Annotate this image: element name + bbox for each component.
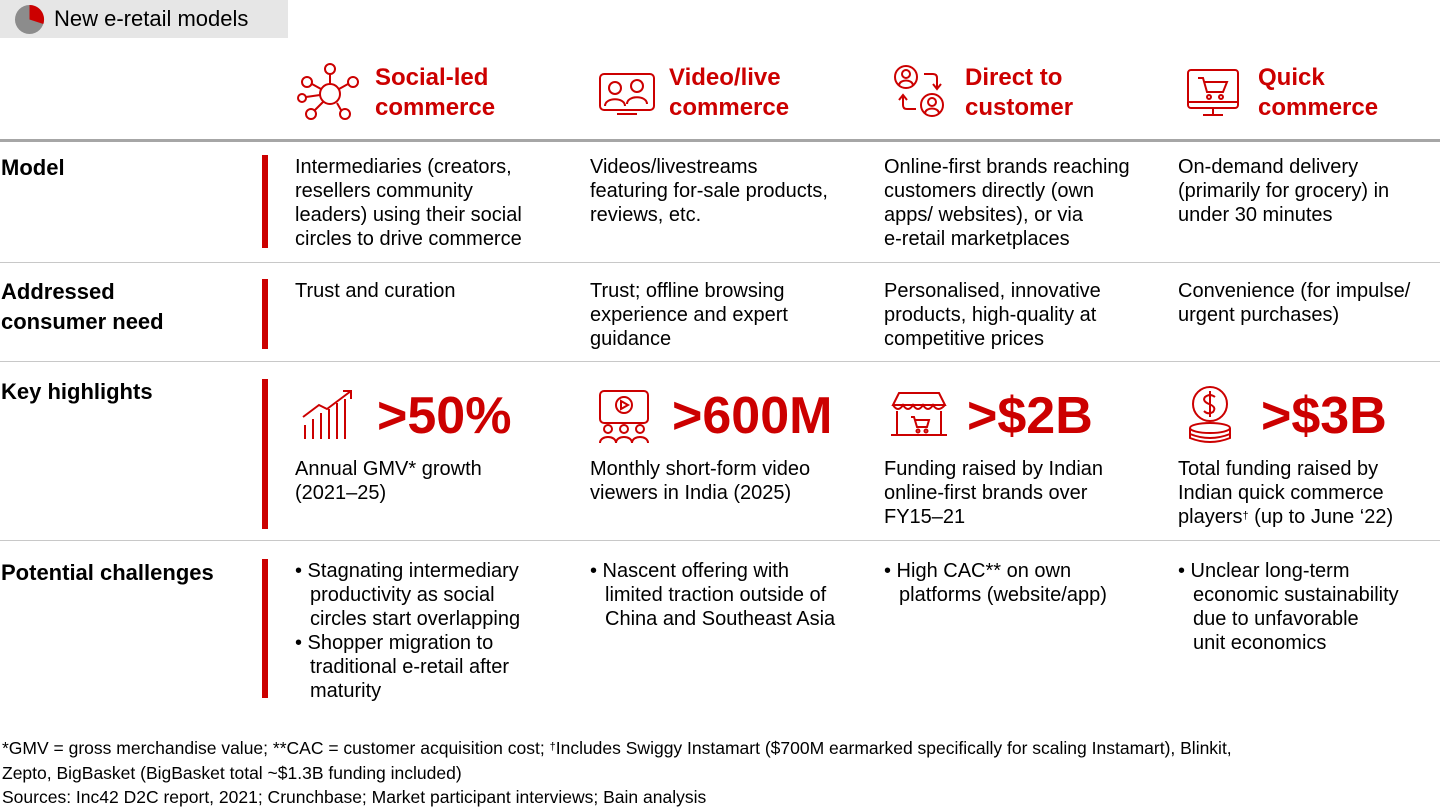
challenges-cell-video: • Nascent offering with limited traction outside of China and Southeast Asia <box>590 559 880 631</box>
user-exchange-icon <box>891 60 955 124</box>
column-header-quick <box>1185 60 1440 130</box>
column-title-quick: Quick commerce <box>1258 64 1379 121</box>
model-cell-d2c: Online-first brands reaching customers directly (own apps/ websites), or via e-retail marketplaces <box>884 156 1130 250</box>
row-label-challenges: Potential challenges <box>1 560 214 585</box>
bullet-item: • Nascent offering with <box>590 560 789 582</box>
highlight-value-social: >50% <box>377 387 512 445</box>
challenges-cell-d2c: • High CAC** on own platforms (website/app) <box>884 559 1174 607</box>
bullet-item: • Shopper migration to <box>295 632 494 654</box>
highlight-desc-social: Annual GMV* growth (2021–25) <box>295 458 482 504</box>
highlight-desc-d2c: Funding raised by Indian online-first brands over FY15–21 <box>884 458 1104 528</box>
model-cell-quick: On-demand delivery (primarily for grocery) in under 30 minutes <box>1178 156 1390 226</box>
bullet-item: • Stagnating intermediary <box>295 560 519 582</box>
row-divider <box>0 361 1440 362</box>
footnote-continued: Zepto, BigBasket (BigBasket total ~$1.3B funding included) <box>2 763 462 783</box>
cart-screen-icon <box>1185 60 1249 124</box>
model-cell-video: Videos/livestreams featuring for-sale products, reviews, etc. <box>590 156 828 226</box>
highlight-value-video: >600M <box>672 387 833 445</box>
column-title-d2c: Direct to customer <box>965 64 1074 121</box>
row-marker-model <box>262 155 268 248</box>
column-title-social: Social-led commerce <box>375 64 496 121</box>
challenges-cell-social: • Stagnating intermediary productivity as social circles start overlapping • Shopper migration to traditional e-retail after maturity <box>295 559 585 703</box>
bullet-item: • Unclear long-term <box>1178 560 1350 582</box>
column-header-social <box>297 60 567 130</box>
column-title-video: Video/live commerce <box>669 64 790 121</box>
row-label-need: Addressed consumer need <box>1 279 164 334</box>
pie-icon <box>14 4 45 35</box>
need-cell-social: Trust and curation <box>295 280 456 302</box>
section-tag-label: New e-retail models <box>54 6 249 31</box>
highlight-desc-quick: Total funding raised by Indian quick commerce players† (up to June ‘22) <box>1178 458 1394 528</box>
column-header-video <box>597 60 867 130</box>
bullet-item: • High CAC** on own <box>884 560 1072 582</box>
need-cell-video: Trust; offline browsing experience and expert guidance <box>590 280 788 350</box>
footnote-definitions: *GMV = gross merchandise value; **CAC = customer acquisition cost; †Includes Swiggy Instamart ($700M earmarked specifically for scaling Instamart), Blinkit, <box>2 738 1232 758</box>
model-cell-social: Intermediaries (creators, resellers community leaders) using their social circles to drive commerce <box>295 156 522 250</box>
growth-chart-icon <box>297 387 357 447</box>
row-marker-need <box>262 279 268 349</box>
highlight-value-quick: >$3B <box>1261 387 1387 445</box>
header-divider <box>0 139 1440 142</box>
highlight-desc-video: Monthly short-form video viewers in India (2025) <box>590 458 811 504</box>
coins-icon <box>1184 384 1244 444</box>
row-label-model: Model <box>1 155 65 180</box>
row-marker-highlights <box>262 379 268 529</box>
network-icon <box>297 60 361 124</box>
storefront-icon <box>889 387 949 447</box>
column-header-d2c <box>891 60 1161 130</box>
challenges-cell-quick: • Unclear long-term economic sustainability due to unfavorable unit economics <box>1178 559 1440 655</box>
highlight-value-d2c: >$2B <box>967 387 1093 445</box>
section-tag <box>0 0 288 38</box>
video-audience-icon <box>594 387 654 447</box>
need-cell-d2c: Personalised, innovative products, high-quality at competitive prices <box>884 280 1101 350</box>
need-cell-quick: Convenience (for impulse/ urgent purchases) <box>1178 280 1411 326</box>
row-marker-challenges <box>262 559 268 698</box>
row-divider <box>0 262 1440 263</box>
row-label-highlights: Key highlights <box>1 379 153 404</box>
row-divider <box>0 540 1440 541</box>
footnote-sources: Sources: Inc42 D2C report, 2021; Crunchbase; Market participant interviews; Bain analysis <box>2 787 707 807</box>
video-people-icon <box>597 60 661 124</box>
